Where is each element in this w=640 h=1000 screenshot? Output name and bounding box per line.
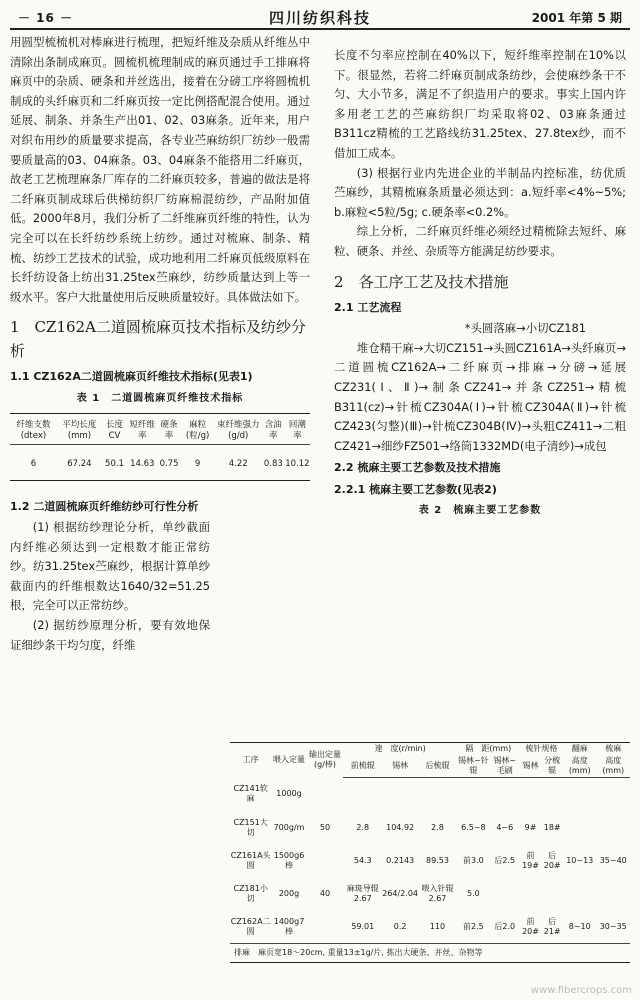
t2-header: 工序 [242,755,259,765]
t1-header: 麻粒(粒/g) [185,419,210,441]
table-2-caption: 表 2 梳麻主要工艺参数 [418,505,542,517]
t2-cell: 50 [319,822,331,832]
t1-cell: 67.24 [57,444,102,480]
t2-cell: 前3.0 [463,855,484,865]
process-flow: 堆仓精干麻→大切CZ151→头圆CZ161A→头纤麻页→二道圆梳CZ162A→二纤麻页→排麻→分磅→延展CZ231(Ⅰ、Ⅱ)→制条CZ241→并条CZ251→精梳B311(cz)→针梳CZ304A(Ⅰ)→针梳CZ304A(Ⅱ)→针梳CZ423(匀整)(Ⅲ)→针梳CZ304B(Ⅳ)→头粗CZ411→二粗CZ421→细纱FZ501→络筒1332MD(电子清纱)→成包 [334,340,626,453]
t2-subheader: 高度(mm) [563,755,596,778]
t2-header: 隔 距(mm) [465,744,512,753]
analysis-paragraph-2: (2) 据纺纱原理分析，要有效地保证细纱条干均匀度，纤维 [10,618,210,652]
t2-cell: 104.92 [386,822,415,832]
section-1-2-heading: 1.2 二道圆梳麻页纤维纺纱可行性分析 [10,499,199,513]
t1-header: 长度CV [106,419,124,441]
t2-cell [382,778,418,812]
t2-subheader: 后梳辊 [418,755,457,778]
t2-cell: 18# [543,822,561,832]
t2-cell: 5.0 [467,888,480,898]
section-2-1-heading: 2.1 工艺流程 [334,300,402,314]
t2-header: 梳麻 [605,744,622,753]
table-row [230,778,630,812]
left-column [10,33,310,655]
t1-cell: 10.12 [285,444,310,480]
t2-cell [596,778,630,812]
issue-label: 2001 年第 5 期 [531,11,622,25]
t2-cell [418,778,457,812]
t2-cell: 54.3 [353,855,372,865]
t2-cell: 2.8 [431,822,444,832]
t2-cell: 59.01 [351,921,375,931]
section-2-2-heading: 2.2 梳麻主要工艺参数及技术措施 [334,461,501,475]
t2-cell [563,811,596,844]
section-2-2-1-heading: 2.2.1 梳麻主要工艺参数(见表2) [334,482,497,496]
t2-cell: CZ181小切 [233,883,268,903]
t1-header: 纤维支数(dtex) [16,419,51,441]
table-row [230,910,630,944]
journal-title: 四川纺织科技 [268,9,371,27]
t1-cell: 0.75 [158,444,181,480]
t1-cell: 0.83 [262,444,285,480]
t2-cell: 700g/m [273,822,305,832]
t2-cell: 后20# [543,850,561,870]
t2-cell [520,778,542,812]
table-row [230,811,630,844]
section-1-1-heading: 1.1 CZ162A二道圆梳麻页纤维技术指标(见表1) [10,370,253,384]
t2-cell: 40 [319,888,331,898]
t1-header: 短纤维率 [129,419,156,441]
analysis-paragraph-1: (1) 根据纺纱理论分析，单纱截面内纤维必须达到一定根数才能正常纺纱。纺31.25tex苎麻纱，根据计算单纱截面内的纤维根数达1640/32=51.25根，完全可以正常纺纱。 [10,520,210,613]
t2-cell: 264/2.04 [382,888,419,898]
t2-cell [563,877,596,910]
t2-header: 梳针规格 [525,744,558,753]
t1-header: 平均长度(mm) [62,419,97,441]
t2-header: 速 度(r/min) [374,744,426,753]
t2-cell: 后2.0 [494,921,516,931]
table-2 [230,742,630,963]
t2-cell: 89.53 [426,855,449,865]
t2-cell [563,778,596,812]
standard-paragraph: (3) 根据行业内先进企业的半制品内控标准，纺优质苎麻纱，其精梳麻条质量必须达到：a.短纤率<4%~5%; b.麻粒<5粒/5g; c.硬条率<0.2%。 [334,165,626,219]
page-header [10,6,630,30]
t1-cell: 4.22 [215,444,262,480]
continued-paragraph: 长度不匀率应控制在40%以下，短纤维率控制在10%以下。很显然，若将二纤麻页制成条纺纱，会使麻纱条干不匀、大小节多，满足不了织造用户的要求。事实上国内许多用老工艺的苎麻纺织厂均采取将02、03麻条通过B311cz精梳的工艺路线纺31.25tex、27.8tex纱，而不借加工成本。 [334,48,626,160]
table-1-caption: 表 1 二道圆梳麻页纤维技术指标 [76,392,244,404]
watermark: www.fibercrops.com [530,985,632,996]
t2-cell: 0.2143 [386,855,415,865]
t2-cell [307,778,344,812]
t2-subheader: 锡林 [520,755,542,778]
t2-cell [490,877,520,910]
t2-subheader: 锡林 [382,755,418,778]
t2-cell: 后2.5 [494,855,516,865]
page-number: － 16 － [18,11,74,25]
t2-cell: 前19# [522,850,539,870]
table-row [230,877,630,910]
t2-header: 翻麻 [571,744,588,753]
section-2-heading: 2 各工序工艺及技术措施 [334,272,509,291]
t2-cell [541,877,563,910]
t1-header: 硬条率 [160,419,178,441]
t1-header: 回潮率 [288,419,306,441]
t2-cell: 前2.5 [463,921,484,931]
t2-cell: 1500g6棒 [273,850,305,870]
t2-cell: 前20# [522,916,539,936]
t2-cell: 8~10 [568,921,591,931]
t2-cell [596,877,630,910]
t2-cell: 30~35 [599,921,627,931]
t2-cell [596,811,630,844]
table-1 [10,413,310,481]
right-column [334,46,626,525]
t2-cell: 9# [524,822,537,832]
t2-cell: CZ161A头圆 [230,850,271,870]
t2-cell: 麻斑导辊2.67 [346,883,379,903]
t1-cell: 14.63 [127,444,157,480]
t2-cell: 200g [278,888,300,898]
t1-header: 束纤维强力(g/d) [216,419,260,441]
section-1-heading: 1 CZ162A二道圆梳麻页技术指标及纺纱分析 [10,318,306,361]
process-flow-branch: *头圆落麻→小切CZ181 [464,321,586,336]
t2-cell: 10~13 [566,855,594,865]
t2-header: 喂入定量 [273,755,306,765]
t2-cell [343,778,382,812]
t2-subheader: 分梳辊 [541,755,563,778]
t1-cell: 6 [10,444,57,480]
t2-cell: 4~6 [496,822,514,832]
t2-cell: 1400g7棒 [273,916,305,936]
t2-subheader: 高度(mm) [596,755,630,778]
t2-cell: 0.2 [393,921,407,931]
t2-cell [520,877,542,910]
t2-cell: 110 [429,921,446,931]
t2-subheader: 前梳辊 [343,755,382,778]
t2-subheader: 锡林~毛刷 [490,755,520,778]
t2-cell: 后21# [543,916,561,936]
t2-cell [457,778,490,812]
intro-paragraph: 用圆型梳梳机对棒麻进行梳理，把短纤维及杂质从纤维丛中清除出条制成麻页。圆梳机梳理制成的麻页通过手工排麻将麻页中的杂质、硬条和并丝选出，接着在分磅工序将圆梳机制成的头纤麻页和二纤麻页按一定比例搭配混合使用。通过延展、制条、并条生产出01、02、03麻条。近年来，用户对织布用纱的质量要求提高，各专业苎麻纺织厂纺纱一般需要质量高的03、04麻条。03、04麻条不能搭用二纤麻页，故老工艺梳理麻条厂库存的二纤麻页较多，普遍的做法是将二纤麻页制成球后供梯纺织厂纺麻棉混纺纱，产品附加值低。2000年8月，我们分析了二纤维麻页纤维的特性，认为完全可以在长纤纺纱系统上纺纱。通过对梳麻、制条、精梳、纺纱工艺技术的试验，成功地利用二纤麻页低级原料在长纤纺设备上纺出31.25tex苎麻纱，纺纱质量达到上等一级水平。客户大批量使用后反映质量较好。具体做法如下。 [10,35,310,304]
t2-cell [490,778,520,812]
t2-subheader: 锡林~针辊 [457,755,490,778]
table-note: 排麻 麻页宽18～20cm, 重量13±1g/片, 拣出大硬条、并丝、杂物等 [230,944,630,963]
summary-paragraph: 综上分析，二纤麻页纤维必须经过精梳除去短纤、麻粒、硬条、并丝、杂质等方能满足纺纱要求。 [334,224,626,258]
t2-cell: 6.5~8 [461,822,486,832]
t2-cell: 1000g [276,789,302,799]
table-row [230,844,630,877]
t2-cell: 35~40 [599,855,627,865]
t2-cell [541,778,563,812]
t2-cell: CZ162A二圆 [230,916,271,936]
t2-cell [307,844,344,877]
t2-cell: 2.8 [356,822,370,832]
t2-cell: CZ151大切 [233,817,268,837]
t1-cell: 50.1 [102,444,127,480]
table-note-row [230,944,630,963]
t1-cell: 9 [181,444,215,480]
t1-header: 含油率 [264,419,282,441]
t2-cell: 喂入针辊2.67 [421,883,454,903]
t2-cell [307,910,344,944]
t2-cell: CZ141软麻 [233,784,268,804]
t2-header: 输出定量(g/棒) [309,750,342,770]
